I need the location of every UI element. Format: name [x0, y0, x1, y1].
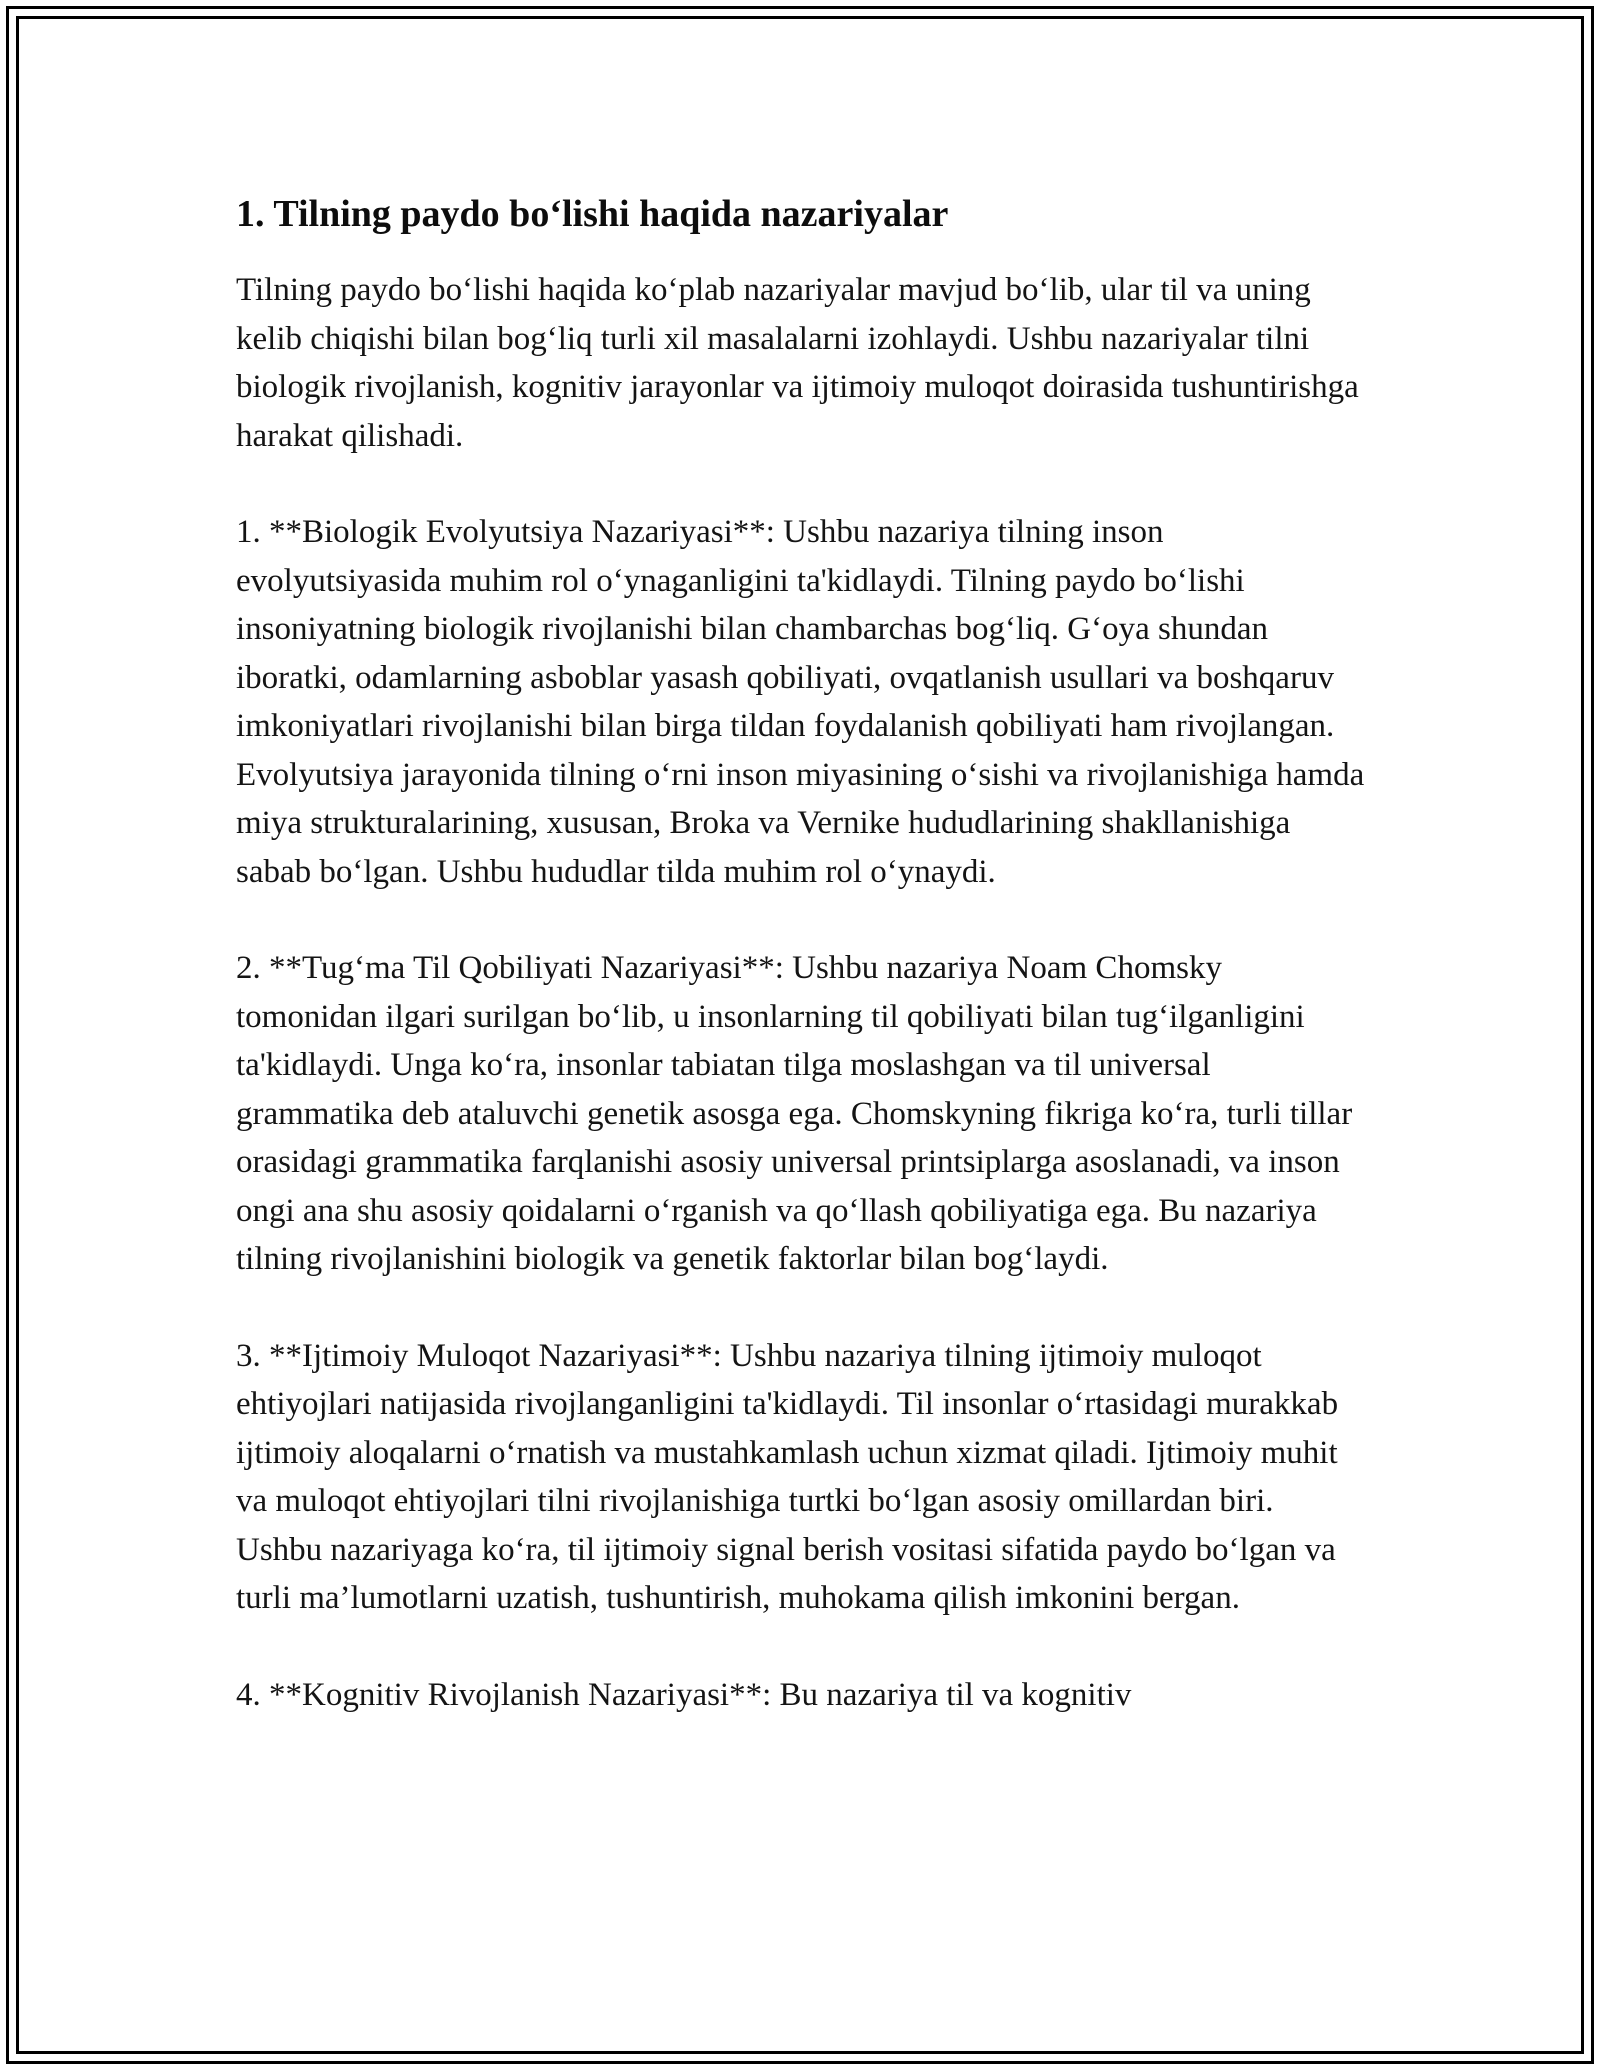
social-communication-paragraph: 3. **Ijtimoiy Muloqot Nazariyasi**: Ushbu nazariya tilning ijtimoiy muloqot ehtiyojlari natijasida rivojlanganligini ta'kidlaydi. Til insonlar o‘rtasidagi murakkab ijtimoiy aloqalarni o‘rnatish va mustahkamlash uchun xizmat qiladi. Ijtimoiy muhit va muloqot ehtiyojlari tilni rivojlanishiga turtki bo‘lgan asosiy omillardan biri. Ushbu nazariyaga ko‘ra, til ijtimoiy signal berish vositasi sifatida paydo bo‘lgan va turli ma’lumotlarni uzatish, tushuntirish, muhokama qilish imkonini bergan.	[236, 1337, 1339, 1616]
document-body	[236, 188, 1366, 1767]
biological-evolution-paragraph: 1. **Biologik Evolyutsiya Nazariyasi**: Ushbu nazariya tilning inson evolyutsiyasida muhim rol o‘ynaganligini ta'kidlaydi. Tilning paydo bo‘lishi insoniyatning biologik rivojlanishi bilan chambarchas bog‘liq. G‘oya shundan iboratki, odamlarning asboblar yasash qobiliyati, ovqatlanish usullari va boshqaruv imkoniyatlari rivojlanishi bilan birga tildan foydalanish qobiliyati ham rivojlangan. Evolyutsiya jarayonida tilning o‘rni inson miyasining o‘sishi va rivojlanishiga hamda miya strukturalarining, xususan, Broka va Vernike hududlarining shakllanishiga sabab bo‘lgan. Ushbu hududlar tilda muhim rol o‘ynaydi.	[236, 514, 1365, 890]
cognitive-development-paragraph: 4. **Kognitiv Rivojlanish Nazariyasi**: Bu nazariya til va kognitiv	[236, 1676, 1132, 1713]
intro-paragraph: Tilning paydo bo‘lishi haqida ko‘plab nazariyalar mavjud bo‘lib, ular til va uning kelib chiqishi bilan bog‘liq turli xil masalalarni izohlaydi. Ushbu nazariyalar tilni biologik rivojlanish, kognitiv jarayonlar va ijtimoiy muloqot doirasida tushuntirishga harakat qilishadi.	[236, 272, 1359, 454]
innate-language-paragraph: 2. **Tug‘ma Til Qobiliyati Nazariyasi**: Ushbu nazariya Noam Chomsky tomonidan ilgari surilgan bo‘lib, u insonlarning til qobiliyati bilan tug‘ilganligini ta'kidlaydi. Unga ko‘ra, insonlar tabiatan tilga moslashgan va til universal grammatika deb ataluvchi genetik asosga ega. Chomskyning fikriga ko‘ra, turli tillar orasidagi grammatika farqlanishi asosiy universal printsiplarga asoslanadi, va inson ongi ana shu asosiy qoidalarni o‘rganish va qo‘llash qobiliyatiga ega. Bu nazariya tilning rivojlanishini biologik va genetik faktorlar bilan bog‘laydi.	[236, 950, 1353, 1277]
section-heading: 1. Tilning paydo bo‘lishi haqida nazariyalar	[236, 193, 949, 235]
